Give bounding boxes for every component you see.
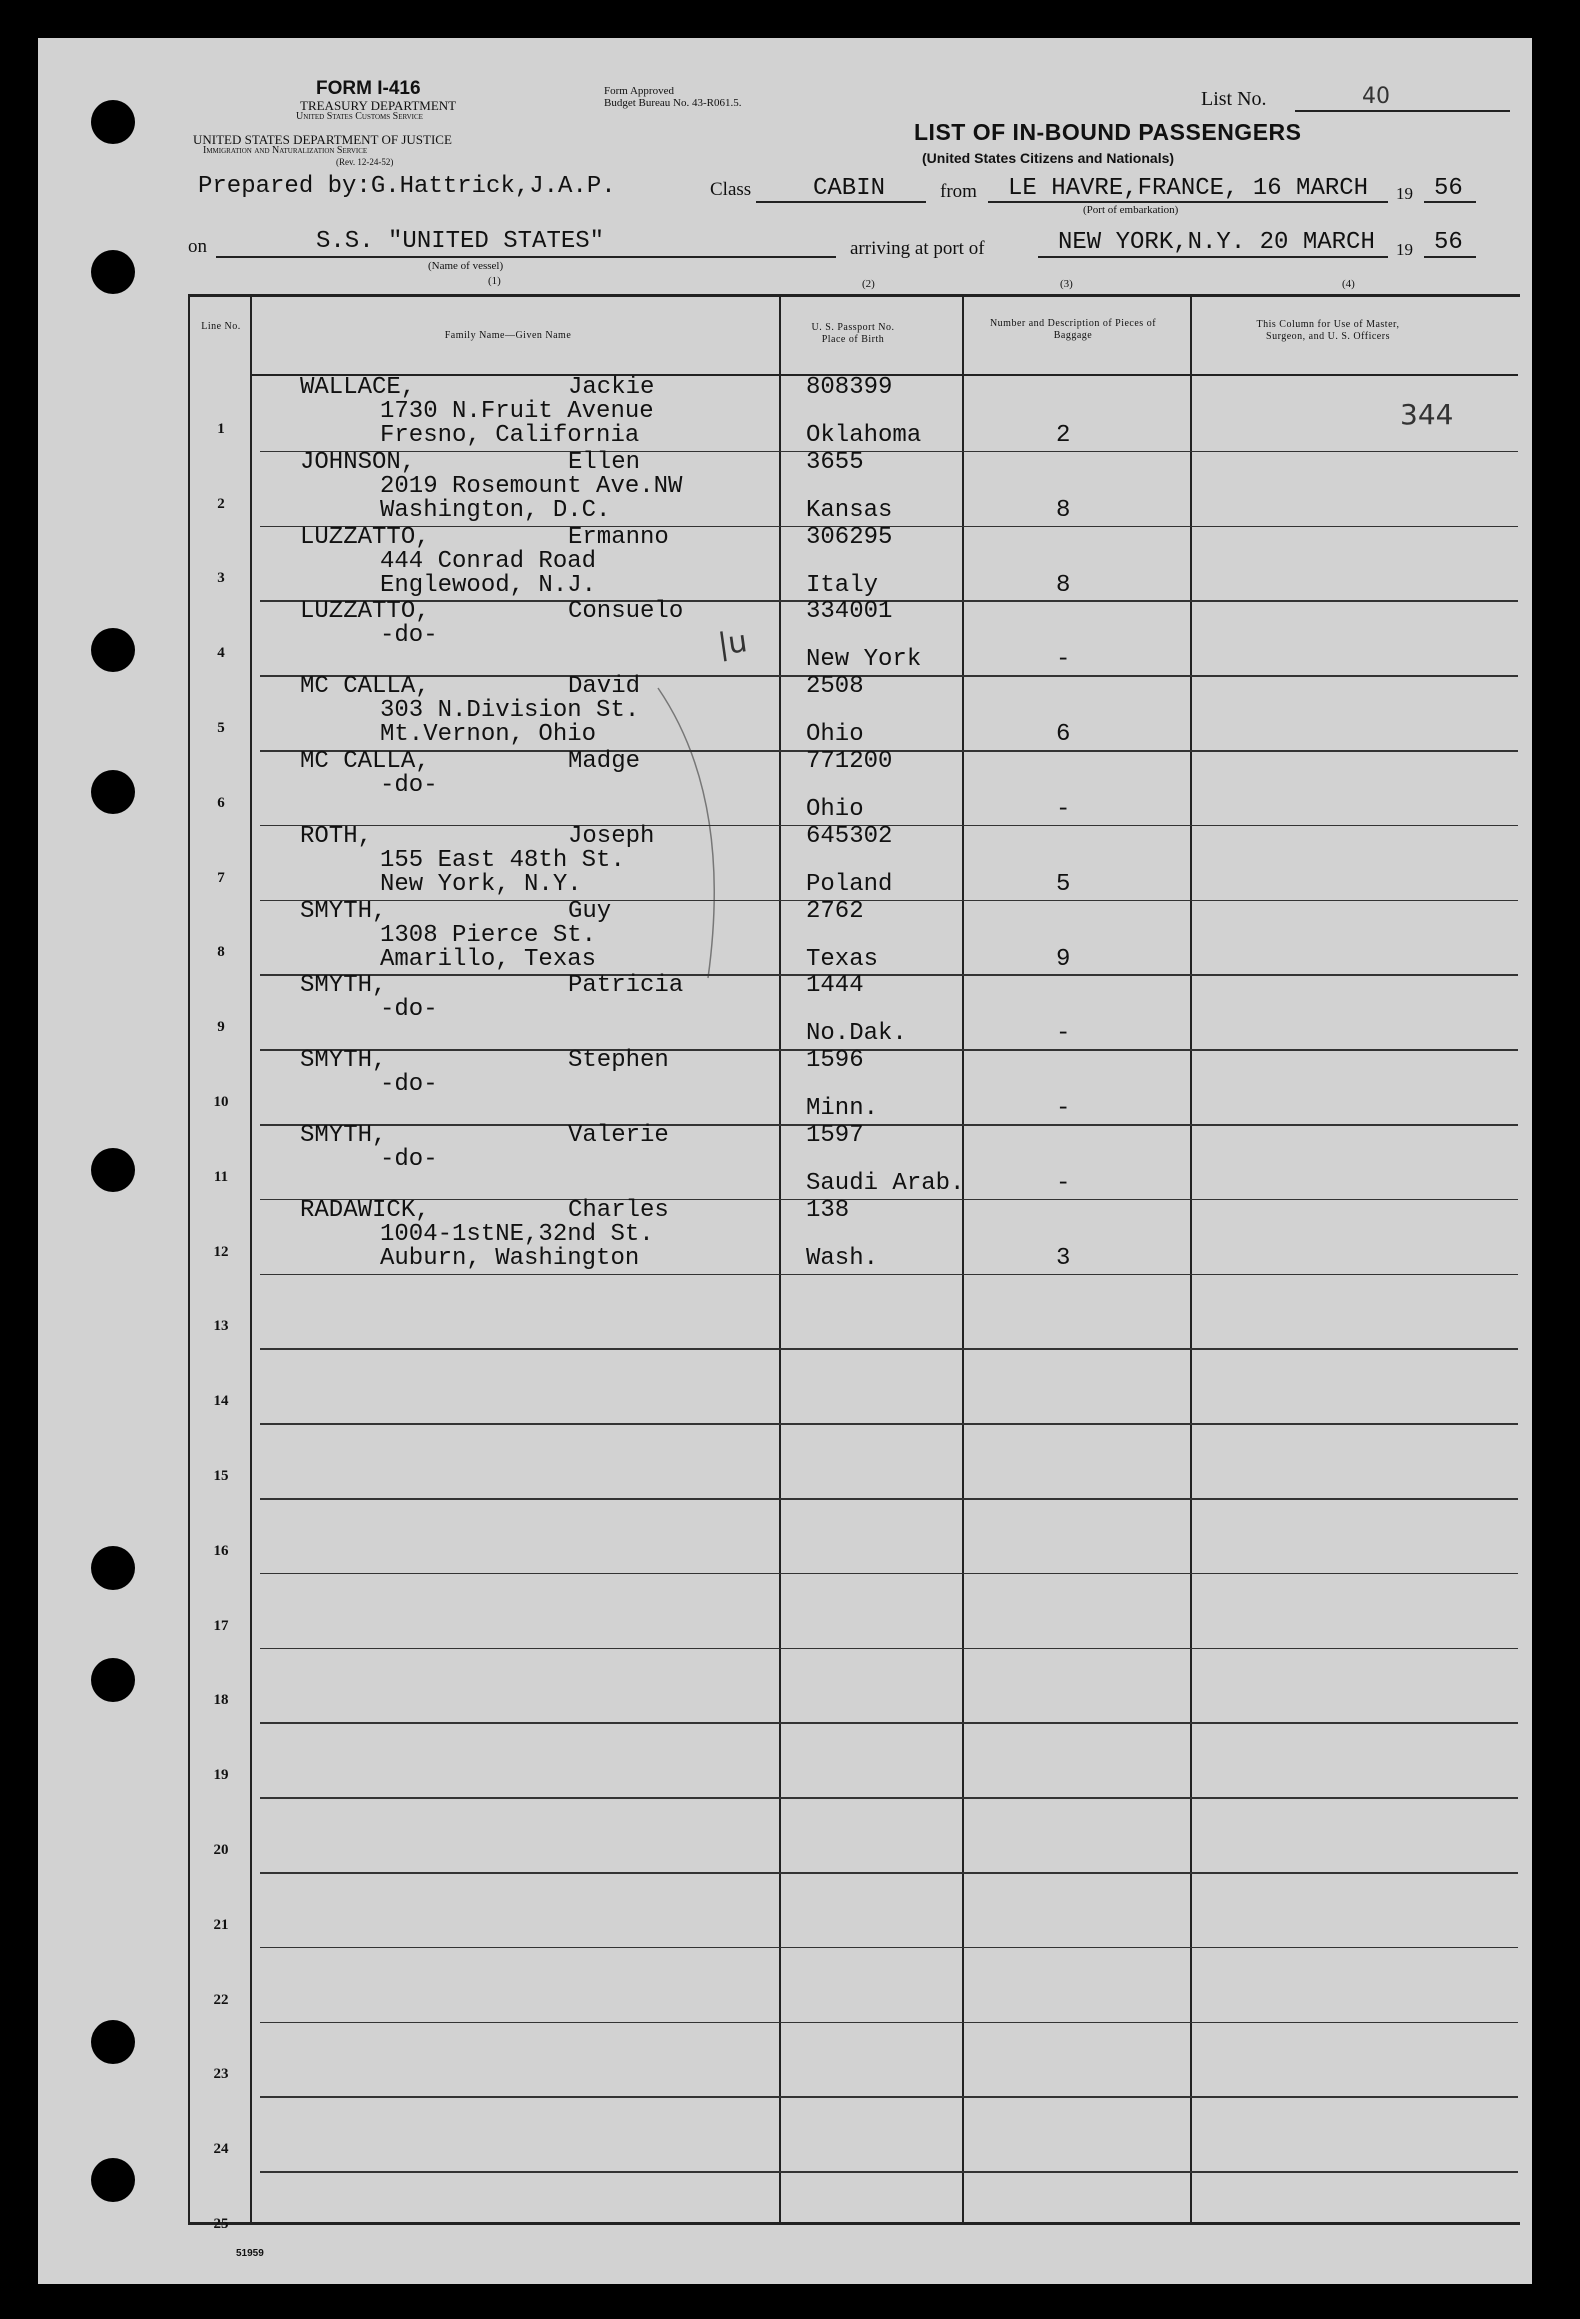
baggage-count: 8 (1056, 496, 1071, 524)
table-row-line (260, 1872, 1518, 1874)
address-line-1: 1308 Pierce St. (380, 921, 597, 949)
family-name: WALLACE, (300, 374, 416, 401)
place-of-birth: Poland (806, 870, 893, 898)
given-name: Guy (568, 897, 612, 925)
form-approved: Form Approved (604, 85, 674, 97)
punch-hole (91, 628, 135, 672)
line-number: 19 (213, 1767, 229, 1784)
year2-prefix: 19 (1396, 240, 1413, 259)
table-row-line (260, 1423, 1518, 1425)
header-passport: U. S. Passport No. Place of Birth (811, 322, 895, 345)
given-name: Stephen (568, 1047, 669, 1075)
from-value: LE HAVRE,FRANCE, 16 MARCH (1008, 175, 1369, 202)
prepared-by: Prepared by:G.Hattrick,J.A.P. (198, 173, 616, 200)
punch-hole (91, 2020, 135, 2064)
family-name: SMYTH, (300, 1047, 387, 1075)
place-of-birth: No.Dak. (806, 1020, 907, 1048)
given-name: Madge (568, 748, 641, 775)
given-name: Joseph (568, 822, 655, 850)
table-row-line (260, 1947, 1518, 1949)
table-row-line (260, 1797, 1518, 1799)
passport-number: 645302 (806, 822, 893, 850)
line-number: 23 (213, 2066, 229, 2083)
on-label: on (188, 236, 207, 257)
place-of-birth: Wash. (806, 1244, 879, 1272)
place-of-birth: Ohio (806, 796, 864, 823)
passport-number: 2508 (806, 673, 864, 701)
revision-date: (Rev. 12-24-52) (336, 157, 394, 167)
line-number: 11 (213, 1168, 229, 1185)
dept-justice: UNITED STATES DEPARTMENT OF JUSTICE (193, 132, 452, 147)
passport-number: 1597 (806, 1122, 864, 1149)
table-row-line (260, 1199, 1518, 1201)
baggage-count: - (1056, 1020, 1071, 1048)
given-name: David (568, 673, 641, 701)
place-of-birth: Minn. (806, 1095, 879, 1123)
footer-code: 51959 (236, 2248, 264, 2259)
family-name: JOHNSON, (300, 448, 416, 476)
family-name: LUZZATTO, (300, 523, 430, 551)
budget-bureau: Budget Bureau No. 43-R061.5. (604, 97, 742, 109)
family-name: MC CALLA, (300, 748, 430, 775)
header-name: Family Name—Given Name (444, 330, 572, 341)
family-name: LUZZATTO, (300, 598, 430, 626)
family-name: ROTH, (300, 822, 373, 850)
passport-number: 138 (806, 1196, 850, 1224)
address-line-1: 2019 Rosemount Ave.NW (380, 472, 683, 500)
dept-customs: United States Customs Service (296, 111, 423, 122)
given-name: Ermanno (568, 523, 669, 551)
punch-hole (91, 100, 135, 144)
class-label: Class (710, 179, 752, 200)
col-num-2: (2) (862, 278, 875, 290)
place-of-birth: Texas (806, 945, 879, 973)
arriving-label: arriving at port of (850, 238, 985, 259)
family-name: MC CALLA, (300, 673, 430, 701)
table-row-line (260, 1573, 1518, 1575)
table-row-line (260, 1274, 1518, 1276)
family-name: RADAWICK, (300, 1196, 430, 1224)
passport-number: 1444 (806, 972, 864, 1000)
line-number: 5 (217, 720, 225, 736)
given-name: Patricia (568, 972, 684, 1000)
line-number: 3 (217, 570, 225, 587)
baggage-count: - (1056, 1170, 1071, 1197)
table-row-line (260, 1124, 1518, 1126)
given-name: Charles (568, 1196, 669, 1224)
line-number: 10 (213, 1094, 229, 1110)
address-line-2: Mt.Vernon, Ohio (380, 721, 597, 749)
table-row-line (260, 1722, 1518, 1724)
baggage-count: 6 (1056, 721, 1071, 749)
header-line-no: Line No. (201, 321, 241, 332)
address-line-1: 303 N.Division St. (380, 697, 640, 725)
table-row-line (260, 900, 1518, 902)
passport-number: 306295 (806, 523, 893, 551)
place-of-birth: Kansas (806, 496, 893, 524)
line-number: 17 (213, 1617, 229, 1634)
list-number: 40 (1362, 84, 1390, 109)
passport-number: 771200 (806, 748, 893, 775)
given-name: Ellen (568, 448, 641, 476)
line-number: 8 (217, 944, 225, 961)
address-line-1: -do- (380, 1146, 438, 1173)
given-name: Valerie (568, 1122, 669, 1149)
dept-immigration: Immigration and Naturalization Service (203, 145, 368, 156)
baggage-count: 8 (1056, 571, 1071, 599)
line-number: 25 (213, 2216, 229, 2232)
line-number: 4 (217, 645, 225, 662)
document-page (38, 38, 1532, 2284)
table-row-line (260, 1348, 1518, 1350)
punch-hole (91, 1546, 135, 1590)
punch-hole (91, 1148, 135, 1192)
passport-number: 2762 (806, 897, 864, 925)
handwritten-mark: |u (715, 624, 750, 663)
col-num-4: (4) (1342, 278, 1355, 290)
address-line-2: Washington, D.C. (380, 496, 611, 524)
line-number: 20 (213, 1842, 229, 1858)
header-officers: This Column for Use of Master, Surgeon, and U. S. Officers (1256, 319, 1400, 342)
baggage-count: - (1056, 1095, 1071, 1123)
from-label: from (940, 181, 977, 202)
year-prefix: 19 (1396, 184, 1413, 203)
address-line-1: -do- (380, 1071, 438, 1099)
line-number: 7 (217, 869, 225, 886)
line-number: 18 (213, 1692, 229, 1709)
line-number: 24 (213, 2141, 229, 2158)
place-of-birth: Oklahoma (806, 422, 922, 449)
given-name: Consuelo (568, 598, 684, 626)
line-number: 15 (213, 1468, 229, 1484)
line-number: 2 (217, 495, 225, 512)
place-of-birth: Ohio (806, 721, 864, 749)
address-line-2: Auburn, Washington (380, 1244, 640, 1272)
punch-hole (91, 1658, 135, 1702)
document-title: LIST OF IN-BOUND PASSENGERS (914, 119, 1302, 145)
place-of-birth: Saudi Arab. (806, 1170, 965, 1197)
address-line-2: Fresno, California (380, 422, 640, 449)
address-line-1: -do- (380, 622, 438, 650)
baggage-count: 3 (1056, 1244, 1071, 1272)
table-row-line (260, 2022, 1518, 2024)
dept-treasury: TREASURY DEPARTMENT (300, 98, 457, 113)
line-number: 22 (213, 1991, 229, 2008)
class-value: CABIN (813, 175, 886, 202)
year2-value: 56 (1434, 229, 1463, 256)
family-name: SMYTH, (300, 1122, 387, 1149)
pencil-curve (638, 678, 758, 998)
line-number: 12 (213, 1243, 229, 1260)
list-no-label: List No. (1201, 88, 1267, 110)
table-row-line (260, 1049, 1518, 1051)
punch-hole (91, 770, 135, 814)
address-line-2: New York, N.Y. (380, 870, 582, 898)
address-line-2: Amarillo, Texas (380, 945, 597, 973)
baggage-count: 2 (1056, 422, 1071, 449)
table-row-line (260, 675, 1518, 677)
col-num-1: (1) (488, 275, 501, 287)
place-of-birth: Italy (806, 571, 879, 599)
port-embark-caption: (Port of embarkation) (1083, 204, 1179, 216)
table-row-line (260, 2096, 1518, 2098)
line-number: 1 (217, 420, 225, 437)
line-number: 21 (213, 1916, 229, 1933)
line-number: 16 (213, 1542, 229, 1559)
table-row-line (260, 1498, 1518, 1500)
year-value: 56 (1434, 175, 1463, 202)
officer-note: 344 (1400, 398, 1454, 431)
arrival-value: NEW YORK,N.Y. 20 MARCH (1058, 229, 1375, 256)
punch-hole (91, 2158, 135, 2202)
line-number: 6 (217, 794, 225, 811)
table-row-line (260, 1648, 1518, 1650)
address-line-1: 1004-1stNE,32nd St. (380, 1220, 654, 1248)
baggage-count: - (1056, 646, 1071, 674)
line-number: 9 (217, 1019, 225, 1036)
passport-number: 808399 (806, 374, 893, 401)
table-row-line (260, 451, 1518, 453)
passport-number: 334001 (806, 598, 893, 626)
family-name: SMYTH, (300, 897, 387, 925)
passport-number: 3655 (806, 448, 864, 476)
baggage-count: 9 (1056, 945, 1071, 973)
header-baggage: Number and Description of Pieces of Baggage (989, 318, 1157, 341)
passport-number: 1596 (806, 1047, 864, 1075)
form-number: FORM I-416 (316, 78, 421, 99)
address-line-2: Englewood, N.J. (380, 571, 597, 599)
address-line-1: -do- (380, 772, 438, 799)
punch-hole (91, 250, 135, 294)
table-row-line (260, 2171, 1518, 2173)
line-number: 14 (213, 1393, 229, 1410)
address-line-1: 1730 N.Fruit Avenue (380, 398, 654, 425)
vessel-caption: (Name of vessel) (428, 260, 504, 272)
line-number: 13 (213, 1318, 229, 1335)
given-name: Jackie (568, 374, 655, 401)
document-subtitle: (United States Citizens and Nationals) (922, 150, 1175, 166)
baggage-count: - (1056, 796, 1071, 823)
family-name: SMYTH, (300, 972, 387, 1000)
address-line-1: 444 Conrad Road (380, 547, 597, 575)
col-num-3: (3) (1060, 278, 1073, 290)
baggage-count: 5 (1056, 870, 1071, 898)
vessel-name: S.S. "UNITED STATES" (316, 228, 605, 255)
place-of-birth: New York (806, 646, 922, 674)
address-line-1: 155 East 48th St. (380, 846, 625, 874)
table-row-line (260, 974, 1518, 976)
address-line-1: -do- (380, 996, 438, 1024)
